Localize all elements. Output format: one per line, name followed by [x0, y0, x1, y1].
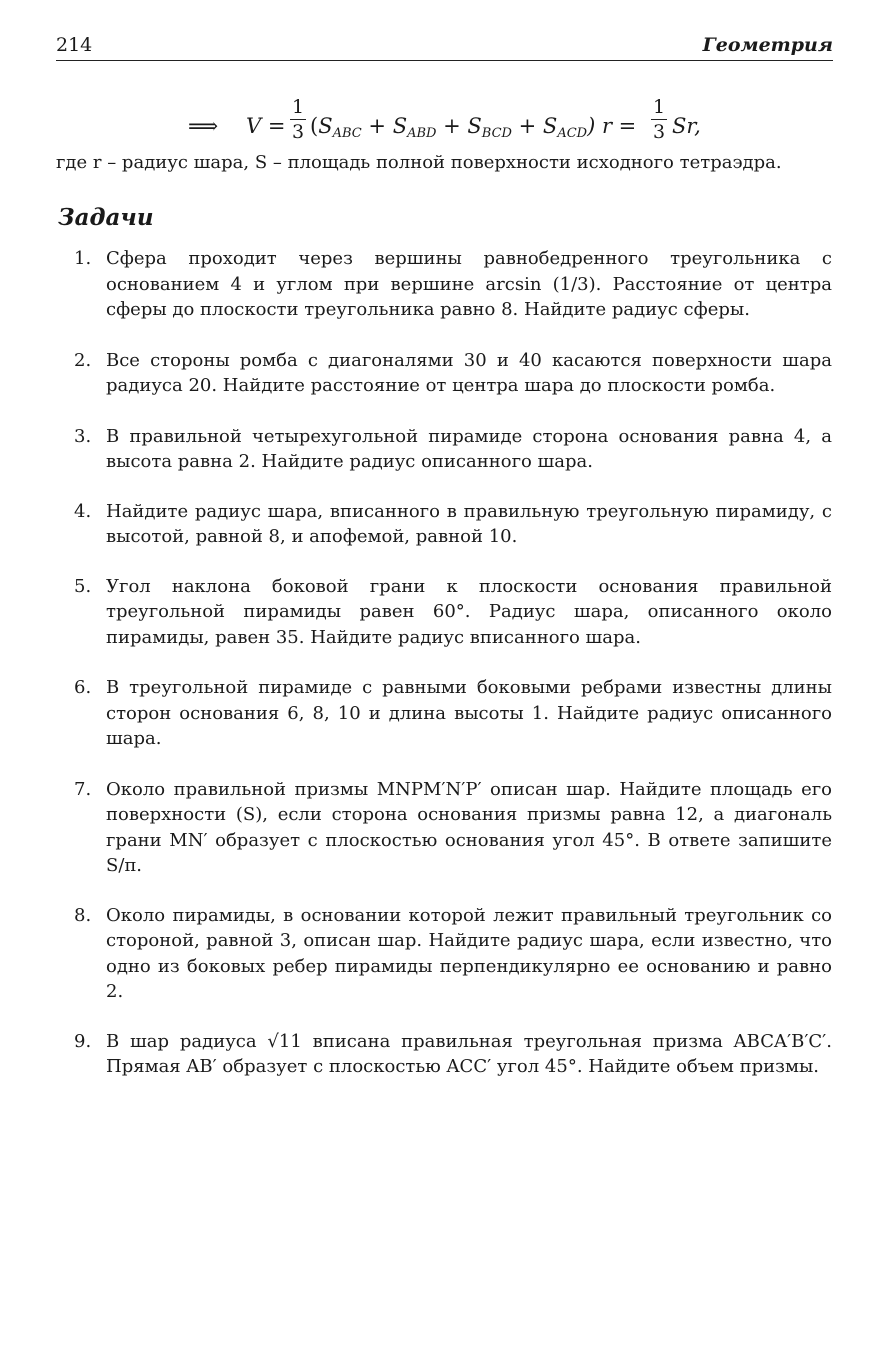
problem-item: 7. Около правильной призмы MNPM′N′P′ описан шар. Найдите площадь его поверхности (S), если сторона основания призмы равна 12, а диагональ грани MN′ образует с плоскостью основания угол 45°. В ответе запишите S/π. [74, 778, 832, 876]
problem-text: Найдите радиус шара, вписанного в правильную треугольную пирамиду, с высотой, равной 8, и апофемой, равной 10. [106, 500, 832, 547]
formula-tail: Sr, [672, 114, 701, 138]
problem-item: 3. В правильной четырехугольной пирамиде сторона основания равна 4, а высота равна 2. Найдите радиус описанного шара. [74, 425, 832, 472]
problem-item: 6. В треугольной пирамиде с равными боковыми ребрами известны длины сторон основания 6, 8, 10 и длина высоты 1. Найдите радиус описанного шара. [74, 677, 832, 749]
problem-text: В правильной четырехугольной пирамиде сторона основания равна 4, а высота равна 2. Найдите радиус описанного шара. [106, 425, 832, 472]
problem-item: 2. Все стороны ромба с диагоналями 30 и 40 касаются поверхности шара радиуса 20. Найдите расстояние от центра шара до плоскости ромба. [74, 349, 832, 396]
implies-symbol: ⟹ [188, 114, 219, 138]
problem-list [74, 246, 832, 1080]
problem-item: 9. В шар радиуса √11 вписана правильная треугольная призма ABCA′B′C′. Прямая AB′ образует с плоскостью ACC′ угол 45°. Найдите объем призмы. [74, 1030, 832, 1077]
problem-text: В треугольной пирамиде с равными боковыми ребрами известны длины сторон основания 6, 8, 10 и длина высоты 1. Найдите радиус описанного шара. [106, 677, 832, 749]
problem-item: 1. Сфера проходит через вершины равнобедренного треугольника с основанием 4 и углом при вершине arcsin (1/3). Расстояние от центра сферы до плоскости треугольника равно 8. Найдите радиус сферы. [74, 248, 832, 320]
formula-explanation: где r – радиус шара, S – площадь полной поверхности исходного тетраэдра. [56, 152, 782, 173]
problem-text: В шар радиуса √11 вписана правильная треугольная призма ABCA′B′C′. Прямая AB′ образует с плоскостью ACC′ угол 45°. Найдите объем призмы. [106, 1030, 832, 1077]
page-number: 214 [56, 34, 93, 56]
running-title: Геометрия [702, 34, 833, 56]
problem-item: 4. Найдите радиус шара, вписанного в правильную треугольную пирамиду, с высотой, равной 8, и апофемой, равной 10. [74, 500, 832, 547]
page-header [56, 34, 833, 61]
problem-text: Все стороны ромба с диагоналями 30 и 40 касаются поверхности шара радиуса 20. Найдите расстояние от центра шара до плоскости ромба. [106, 349, 832, 396]
formula-sum: $(S_{ABC} + S_{ABD} + S_{BCD} + S_{ACD}) r$ = [310, 114, 637, 141]
problem-text: Угол наклона боковой грани к плоскости основания правильной треугольной пирамиды равен 60°. Радиус шара, описанного около пирамиды, равен 35. Найдите радиус вписанного шара. [106, 575, 832, 648]
problem-item: 5. Угол наклона боковой грани к плоскости основания правильной треугольной пирамиды равен 60°. Радиус шара, описанного около пирамиды, равен 35. Найдите радиус вписанного шара. [74, 575, 832, 648]
fraction-one-third: $\frac{1}{3}$ [291, 96, 305, 143]
section-title: Задачи [58, 204, 154, 231]
volume-formula [188, 94, 748, 156]
problem-item: 8. Около пирамиды, в основании которой лежит правильный треугольник со стороной, равной 3, описан шар. Найдите радиус шара, если известно, что одно из боковых ребер пирамиды перпендикулярно ее основанию и равно 2. [74, 904, 832, 1002]
formula-lhs: V = [246, 114, 286, 138]
fraction-one-third-2: $\frac{1}{3}$ [652, 96, 666, 143]
problem-text: Около пирамиды, в основании которой лежит правильный треугольник со стороной, равной 3, описан шар. Найдите радиус шара, если известно, что одно из боковых ребер пирамиды перпендикулярно ее основанию и равно 2. [106, 904, 832, 1002]
problem-text: Сфера проходит через вершины равнобедренного треугольника с основанием 4 и углом при вершине arcsin (1/3). Расстояние от центра сферы до плоскости треугольника равно 8. Найдите радиус сферы. [106, 248, 832, 320]
problem-text: Около правильной призмы MNPM′N′P′ описан шар. Найдите площадь его поверхности (S), если сторона основания призмы равна 12, а диагональ грани MN′ образует с плоскостью основания угол 45°. В ответе запишите S/π. [106, 778, 832, 876]
